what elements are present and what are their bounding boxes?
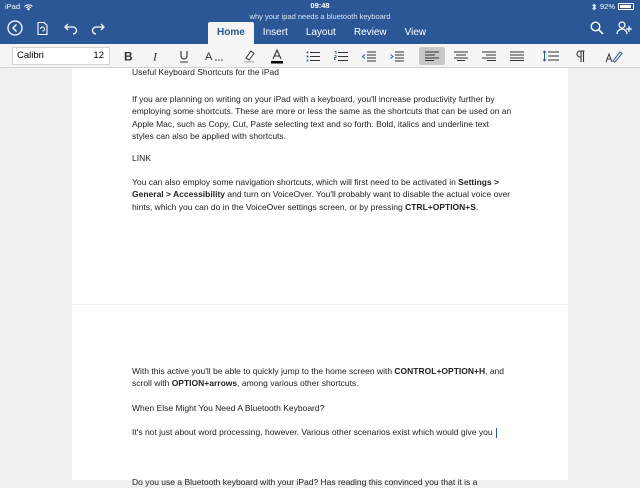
- add-person-icon: [616, 21, 632, 35]
- line-spacing-icon: [542, 50, 560, 62]
- redo-button[interactable]: [88, 18, 108, 38]
- highlight-button[interactable]: [240, 47, 258, 65]
- align-left-icon: [425, 51, 439, 61]
- paragraph-scenarios: [132, 426, 512, 438]
- text-effects-button[interactable]: [204, 47, 224, 65]
- underline-button[interactable]: [176, 47, 192, 65]
- paragraph-shortcuts: If you are planning on writing on your iPad with a keyboard, you'll increase productivity further by employing some shortcuts. These are more or less the same as the shortcuts that can be used on an Apple Mac, such as Copy, Cut, Paste selecting text and so forth. Bold, italics and underline text styles can also be applied with shortcuts.: [132, 94, 512, 141]
- tab-home[interactable]: Home: [208, 22, 254, 44]
- tab-layout[interactable]: Layout: [305, 27, 336, 38]
- settings-path: Settings > General > Accessibility: [132, 177, 500, 200]
- bluetooth-icon: [591, 3, 597, 11]
- document-page-2[interactable]: [72, 305, 568, 487]
- justify-button[interactable]: [508, 47, 526, 65]
- font-color-button[interactable]: [268, 47, 286, 65]
- font-color-icon: [270, 49, 284, 64]
- tab-review[interactable]: Review: [353, 27, 387, 38]
- font-size[interactable]: 12: [93, 50, 104, 61]
- font-selector[interactable]: [12, 47, 110, 65]
- align-center-button[interactable]: [452, 47, 470, 65]
- bold-icon: [123, 50, 133, 62]
- increase-indent-button[interactable]: [388, 47, 406, 65]
- styles-button[interactable]: [604, 47, 624, 65]
- decrease-indent-button[interactable]: [360, 47, 378, 65]
- justify-icon: [510, 51, 524, 61]
- paragraph-navigation-part-1: You can also employ some navigation shortcuts, which will first need to be activated in: [132, 177, 459, 187]
- svg-text:B: B: [124, 49, 133, 64]
- back-button[interactable]: [5, 18, 25, 38]
- battery-percent: 92%: [599, 2, 615, 11]
- shortcut-option-arrows: OPTION+arrows: [171, 378, 238, 389]
- highlighter-icon: [242, 49, 256, 63]
- undo-button[interactable]: [61, 18, 81, 38]
- italic-icon: [151, 50, 161, 62]
- share-button[interactable]: [614, 18, 634, 38]
- ribbon-tabs: [208, 22, 435, 44]
- status-time: 09:48: [310, 1, 330, 10]
- paragraph-voiceover: [132, 365, 512, 390]
- link-text: LINK: [132, 153, 151, 163]
- numbered-list-icon: [334, 51, 348, 62]
- undo-icon: [64, 22, 78, 34]
- svg-text:A: A: [205, 51, 213, 63]
- redo-icon: [91, 22, 105, 34]
- document-page-1[interactable]: [72, 68, 568, 304]
- section-heading: Useful Keyboard Shortcuts for the iPad: [132, 67, 279, 77]
- document-sync-icon: [35, 21, 49, 36]
- underline-icon: [179, 50, 189, 63]
- shortcut-ctrl-option-s: CTRL+OPTION+S: [405, 201, 476, 212]
- paragraph-navigation: [132, 176, 512, 213]
- text-cursor: [496, 428, 498, 438]
- bold-button[interactable]: [120, 47, 136, 65]
- align-right-icon: [482, 51, 496, 61]
- numbering-button[interactable]: [332, 47, 350, 65]
- font-name: Calibri: [17, 50, 44, 61]
- status-right: [591, 2, 634, 11]
- back-circle-icon: [7, 20, 23, 36]
- top-bar: [0, 0, 640, 44]
- indent-icon: [390, 51, 404, 62]
- carrier-text: iPad: [5, 2, 21, 11]
- text-effects-icon: [205, 50, 223, 62]
- styles-icon: [605, 50, 623, 63]
- paragraph-closing: Do you use a Bluetooth keyboard with your iPad? Has reading this convinced you that it is a: [132, 477, 478, 487]
- paragraph-navigation-end: .: [475, 201, 479, 212]
- search-icon: [590, 21, 604, 35]
- line-spacing-button[interactable]: [541, 47, 561, 65]
- paragraph-voiceover-part-1: With this active you'll be able to quickly jump to the home screen with: [132, 366, 395, 376]
- show-formatting-button[interactable]: [572, 47, 588, 65]
- bullets-button[interactable]: [304, 47, 322, 65]
- search-button[interactable]: [587, 18, 607, 38]
- bullet-list-icon: [306, 51, 320, 62]
- tab-insert[interactable]: Insert: [262, 27, 288, 38]
- formatting-ribbon: [0, 44, 640, 68]
- italic-button[interactable]: [148, 47, 164, 65]
- save-button[interactable]: [32, 18, 52, 38]
- align-center-icon: [454, 51, 468, 61]
- paragraph-voiceover-part-3: , among various other shortcuts.: [237, 378, 359, 389]
- paragraph-scenarios-text: It's not just about word processing, however. Various other scenarios exist which would give you: [132, 427, 493, 437]
- pilcrow-icon: [575, 50, 585, 63]
- align-right-button[interactable]: [480, 47, 498, 65]
- shortcut-control-option-h: CONTROL+OPTION+H: [394, 366, 486, 376]
- section-heading-2: When Else Might You Need A Bluetooth Keyboard?: [132, 403, 325, 413]
- document-title: why your ipad needs a bluetooth keyboard: [249, 12, 391, 21]
- svg-text:I: I: [153, 49, 157, 64]
- paragraph-voiceover-part-2: , and scroll with: [132, 366, 505, 389]
- tab-view[interactable]: View: [404, 27, 427, 38]
- battery-icon: [618, 3, 634, 10]
- outdent-icon: [362, 51, 376, 62]
- align-left-button[interactable]: [419, 47, 445, 65]
- paragraph-navigation-part-2: and turn on VoiceOver. You'll probably want to disable the actual voice over hints, which you can do in the VoiceOver settings screen, or by pressing: [132, 189, 511, 212]
